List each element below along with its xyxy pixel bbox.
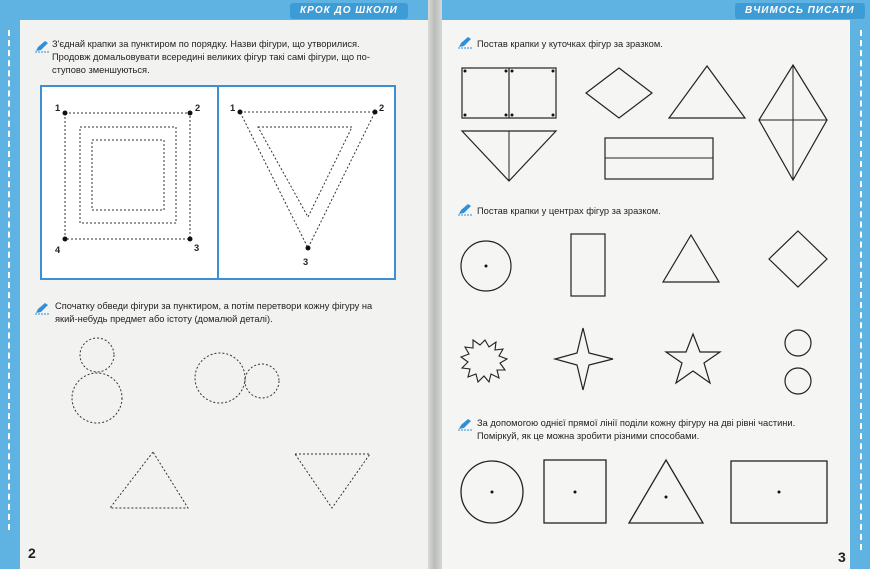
left-page-side-border xyxy=(0,0,20,569)
right-page-number: 3 xyxy=(838,549,846,565)
left-task2-line1: Спочатку обведи фігури за пунктиром, а потім перетвори кожну фігуру на xyxy=(55,301,373,311)
shape-circle-top xyxy=(785,330,811,356)
square-label-3: 3 xyxy=(194,243,200,253)
triangle-label-1: 1 xyxy=(230,103,236,113)
left-task1-line2: Продовж домальовувати всередині великих фігур такі самі фігури, що по- xyxy=(52,52,370,62)
left-dashed-stitch xyxy=(8,30,10,530)
square-dot-2 xyxy=(188,111,193,116)
trace-circle-side xyxy=(245,364,279,398)
corner-dots-shapes xyxy=(455,60,835,185)
shape-triangle-center xyxy=(663,235,719,282)
tracing-shapes xyxy=(40,330,400,520)
triangle-dot-1 xyxy=(238,110,243,115)
pencil-icon xyxy=(35,302,49,314)
triangle-label-3: 3 xyxy=(303,257,309,267)
square-dot-3 xyxy=(188,237,193,242)
left-task1-instructions xyxy=(52,38,422,77)
shape-sunburst xyxy=(461,340,507,382)
trace-circle-large xyxy=(72,373,122,423)
square-label-2: 2 xyxy=(195,103,201,113)
center-dots-shapes xyxy=(455,228,835,398)
pencil-icon xyxy=(458,36,472,48)
left-header-title: КРОК ДО ШКОЛИ xyxy=(290,3,408,19)
square-label-4: 4 xyxy=(55,245,61,255)
square-label-1: 1 xyxy=(55,103,61,113)
right-task2-instruction: Постав крапки у центрах фігур за зразком. xyxy=(477,206,661,216)
left-page-number: 2 xyxy=(28,545,36,561)
left-task1-line3: ступово зменшуються. xyxy=(52,65,150,75)
shape-triangle xyxy=(669,66,745,118)
shape-diamond-center xyxy=(769,231,827,287)
left-task2-instructions xyxy=(55,300,425,326)
pencil-icon xyxy=(35,40,49,52)
divide-shapes xyxy=(455,455,835,530)
triangle-label-2: 2 xyxy=(379,103,385,113)
book-gutter xyxy=(428,0,442,569)
shape-five-point-star xyxy=(666,334,720,383)
right-task1-instruction: Постав крапки у куточках фігур за зразком. xyxy=(477,39,663,49)
right-task3-instructions xyxy=(477,417,847,443)
left-task1-line1: З'єднай крапки за пунктиром по порядку. Назви фігури, що утворилися. xyxy=(52,39,360,49)
square-dot-1 xyxy=(63,111,68,116)
trace-triangle-down xyxy=(295,454,370,508)
shape-rect-tall xyxy=(571,234,605,296)
shape-four-point-star xyxy=(555,328,613,390)
square-dot-4 xyxy=(63,237,68,242)
right-header-title: ВЧИМОСЬ ПИСАТИ xyxy=(735,3,865,19)
triangle-dot-3 xyxy=(306,246,311,251)
shape-diamond xyxy=(586,68,652,118)
trace-circle-small xyxy=(80,338,114,372)
right-dashed-stitch xyxy=(860,30,862,550)
right-task3-line1: За допомогою однієї прямої лінії поділи кожну фігуру на дві рівні частини. xyxy=(477,418,796,428)
pencil-icon xyxy=(458,418,472,430)
left-task2-line2: який-небудь предмет або істоту (домалюй деталі). xyxy=(55,314,273,324)
divide-triangle xyxy=(629,460,703,523)
right-task3-line2: Поміркуй, як це можна зробити різними способами. xyxy=(477,431,700,441)
dot-connect-frame xyxy=(40,85,396,280)
pencil-icon xyxy=(458,203,472,215)
shape-circle-bottom xyxy=(785,368,811,394)
triangle-dot-2 xyxy=(373,110,378,115)
trace-circle-medium xyxy=(195,353,245,403)
trace-triangle-up xyxy=(110,452,188,508)
